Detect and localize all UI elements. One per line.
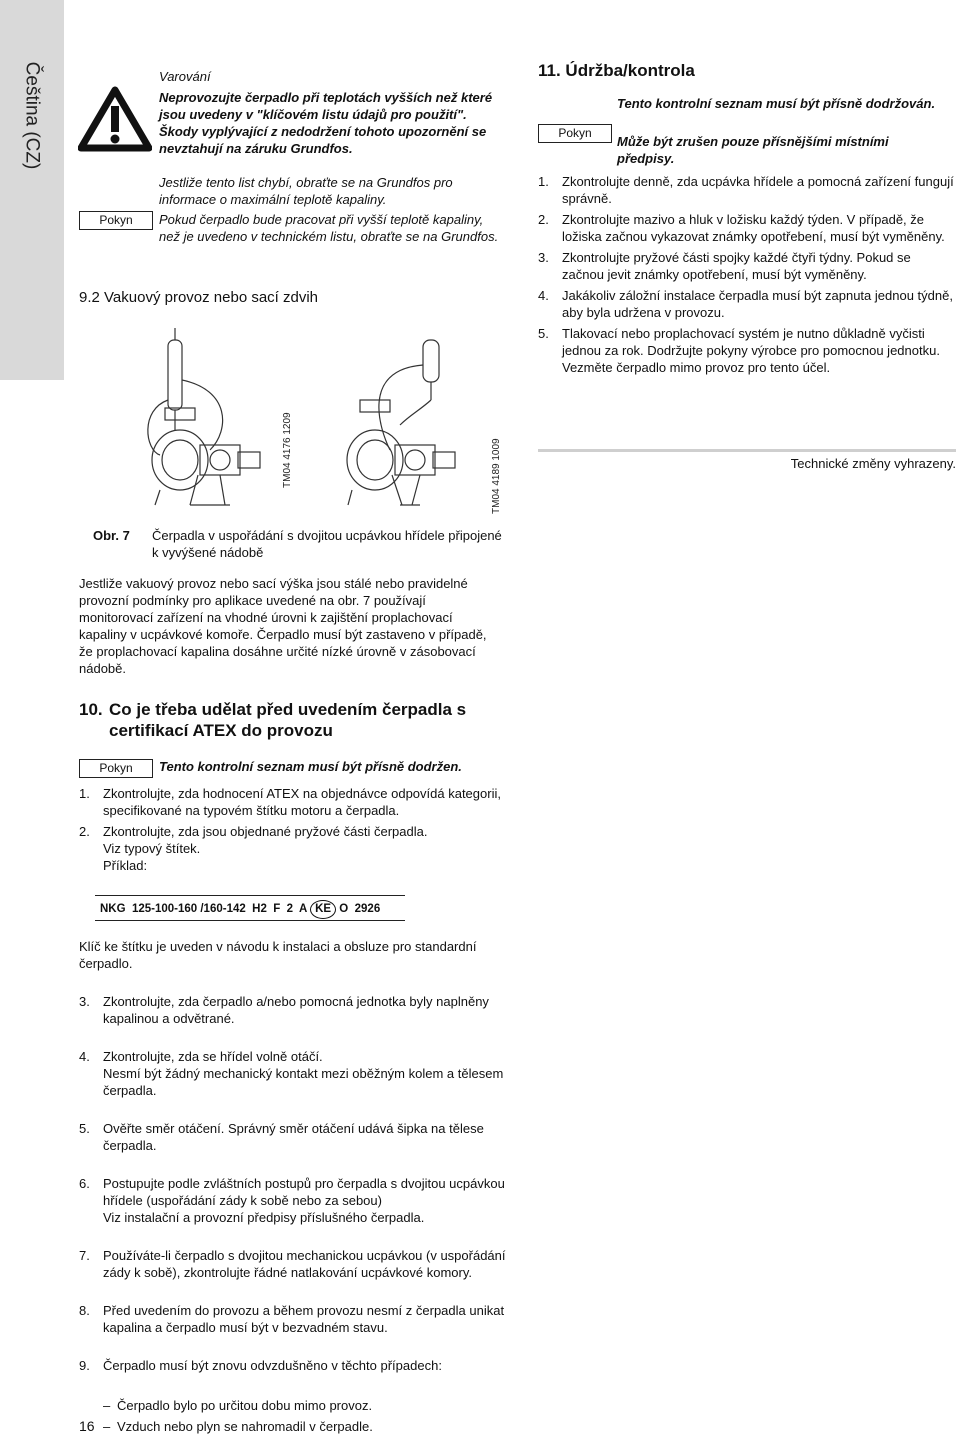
list-item: 9. Čerpadlo musí být znovu odvzdušněno v těchto případech: [79, 1358, 442, 1373]
section-11-list [538, 173, 956, 380]
dash-item: – Vzduch nebo plyn se nahromadil v čerpadle. [103, 1419, 373, 1434]
list-item: 3. Zkontrolujte pryžové části spojky každé čtyři týdny. Pokud se začnou jevit známky opotřebení, musí být vyměněny. [538, 250, 911, 282]
nameplate-rule-bottom [95, 920, 405, 921]
note-badge: Pokyn [79, 759, 153, 778]
pump-figure [120, 320, 520, 520]
note-text-2: Pokud čerpadlo bude pracovat při vyšší teplotě kapaliny, než je uvedeno v technickém listu, obraťte se na Grundfos. [159, 212, 499, 244]
figure-code-left: TM04 4176 1209 [282, 412, 293, 488]
nameplate-rule-top [95, 895, 405, 896]
section-9-2-paragraph: Jestliže vakuový provoz nebo sací výška jsou stálé nebo pravidelné provozní podmínky pro aplikace uvedené na obr. 7 používají monitorovací zařízení na vhodné úrovni k zajištění proplachovací kapaliny v ucpávkové komoře. Čerpadlo musí být zastaveno v případě, že proplachovací kapalina dosáhne určité nízké úrovně v zásobovací nádobě. [79, 576, 487, 676]
list-item: 3. Zkontrolujte, zda čerpadlo a/nebo pomocná jednotka byly naplněny kapalinou a odvětrané. [79, 994, 489, 1026]
section-10-list-a [79, 785, 509, 878]
figure-caption-text: Čerpadla v uspořádání s dvojitou ucpávkou hřídele připojené k vyvýšené nádobě [152, 528, 502, 560]
list-item: 5. Ověřte směr otáčení. Správný směr otáčení udává šipka na tělese čerpadla. [79, 1121, 484, 1153]
section-divider [538, 449, 956, 452]
technical-changes-note: Technické změny vyhrazeny. [790, 456, 956, 471]
warning-text: Neprovozujte čerpadlo při teplotách vyšších než které jsou uvedeny v "klíčovém listu údajů pro použití". Škody vyplývající z nedodržení tohoto upozornění se nevztahují na záruku Grundfos. [159, 90, 493, 156]
note-badge: Pokyn [538, 124, 612, 143]
section-10-number: 10. [79, 700, 103, 719]
language-tab [0, 0, 64, 380]
page-number: 16 [79, 1418, 95, 1434]
section-11-heading: 11. Údržba/kontrola [538, 61, 695, 80]
section-11-note-2: Může být zrušen pouze přísnějšími místními předpisy. [617, 134, 889, 166]
list-item: 8. Před uvedením do provozu a během provozu nesmí z čerpadla unikat kapalina a čerpadlo musí být v bezvadném stavu. [79, 1303, 505, 1335]
figure-caption-label: Obr. 7 [93, 528, 130, 543]
dash-item: – Čerpadlo bylo po určitou dobu mimo provoz. [103, 1398, 373, 1413]
list-item: 4. Zkontrolujte, zda se hřídel volně otáčí. Nesmí být žádný mechanický kontakt mezi oběžným kolem a tělesem čerpadla. [79, 1049, 504, 1098]
nameplate-key-text: Klíč ke štítku je uveden v návodu k instalaci a obsluze pro standardní čerpadlo. [79, 939, 477, 971]
list-item: 7. Používáte-li čerpadlo s dvojitou mechanickou ucpávkou (v uspořádání zády k sobě), zkontrolujte řádné natlakování ucpávkové komory. [79, 1248, 506, 1280]
list-item: 2. Zkontrolujte mazivo a hluk v ložisku každý týden. V případě, že ložiska začnou vykazovat známky opotřebení, musí být vyměněny. [538, 212, 945, 244]
note-badge: Pokyn [79, 211, 153, 230]
section-10-heading: Co je třeba udělat před uvedením čerpadla s certifikací ATEX do provozu [109, 700, 467, 740]
section-10-list-b [79, 976, 509, 1435]
figure-code-right: TM04 4189 1009 [491, 438, 502, 514]
note-text-1: Jestliže tento list chybí, obraťte se na Grundfos pro informace o maximální teplotě kapaliny. [159, 175, 453, 207]
warning-icon [78, 86, 152, 152]
dash-list [79, 1397, 509, 1435]
list-item: 2. Zkontrolujte, zda jsou objednané pryžové části čerpadla. Viz typový štítek. Příklad: [79, 824, 428, 873]
warning-title: Varování [159, 69, 211, 84]
language-tab-label: Čeština (CZ) [21, 61, 43, 169]
list-item: 4. Jakákoliv záložní instalace čerpadla musí být zapnuta jednou týdně, aby byla udržena v provozu. [538, 288, 953, 320]
list-item: 6. Postupujte podle zvláštních postupů pro čerpadla s dvojitou ucpávkou hřídele (uspořádání zády k sobě nebo za sebou) Viz instalační a provozní předpisy příslušného čerpadla. [79, 1176, 505, 1225]
nameplate-highlight: KE [310, 900, 336, 919]
section-9-2-heading: 9.2 Vakuový provoz nebo sací zdvih [79, 289, 319, 306]
section-10-note-text: Tento kontrolní seznam musí být přísně dodržen. [159, 759, 462, 774]
list-item: 5. Tlakovací nebo proplachovací systém je nutno důkladně vyčisti jednou za rok. Dodržujte pokyny výrobce pro pomocnou jednotku. Vezměte čerpadlo mimo provoz pro tento účel. [538, 326, 940, 375]
list-item: 1. Zkontrolujte, zda hodnocení ATEX na objednávce odpovídá kategorii, specifikované na typovém štítku motoru a čerpadla. [79, 786, 501, 818]
section-11-note-1: Tento kontrolní seznam musí být přísně dodržován. [617, 96, 936, 111]
nameplate-example: NKG 125-100-160 /160-142 H2 F 2 A KE O 2926 [100, 900, 380, 919]
list-item: 1. Zkontrolujte denně, zda ucpávka hřídele a pomocná zařízení fungují správně. [538, 174, 954, 206]
